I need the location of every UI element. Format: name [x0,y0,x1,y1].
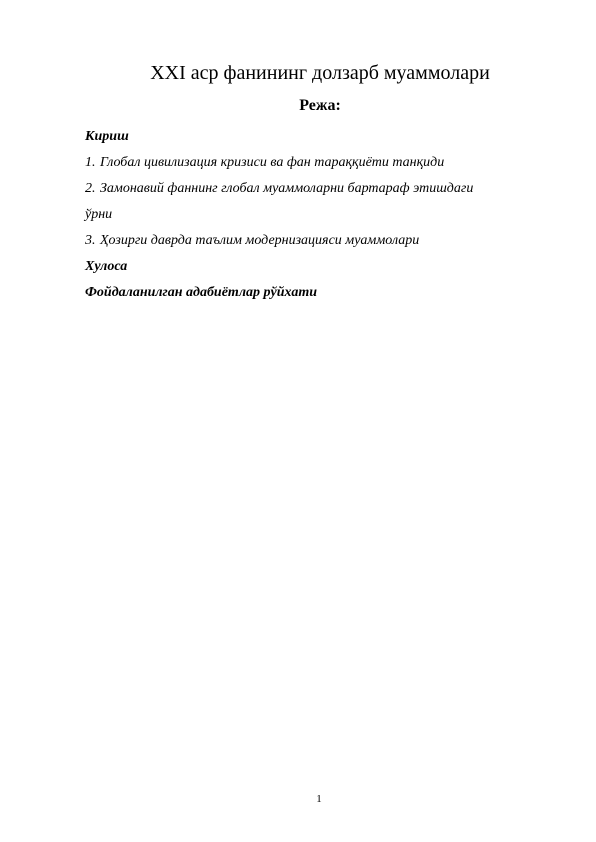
toc-item-3 [85,228,535,254]
page-number: 1 [316,793,322,805]
document-title-text: XXI аср фанининг долзарб муаммолари [150,62,490,84]
toc-item-3-text: Ҳозирги даврда таълим модернизацияси муаммолари [100,233,420,248]
toc-item-2 [85,176,535,202]
toc-intro: Кириш [85,129,129,144]
toc-item-2-text: Замонавий фаннинг глобал муаммоларни бартараф этишдаги [100,181,474,196]
plan-heading: Режа: [299,97,341,114]
table-of-contents [85,124,535,306]
toc-item-1-text: Глобал цивилизация кризиси ва фан тараққиёти танқиди [100,155,445,170]
toc-item-1 [85,150,535,176]
toc-item-2-continuation: ўрни [85,207,113,222]
toc-references: Фойдаланилган адабиётлар рўйхати [85,285,317,300]
toc-conclusion: Хулоса [85,259,128,274]
toc-item-1-number: 1. [85,155,96,170]
document-title [0,61,596,85]
toc-item-3-number: 3. [85,233,96,248]
toc-item-2-number: 2. [85,181,96,196]
